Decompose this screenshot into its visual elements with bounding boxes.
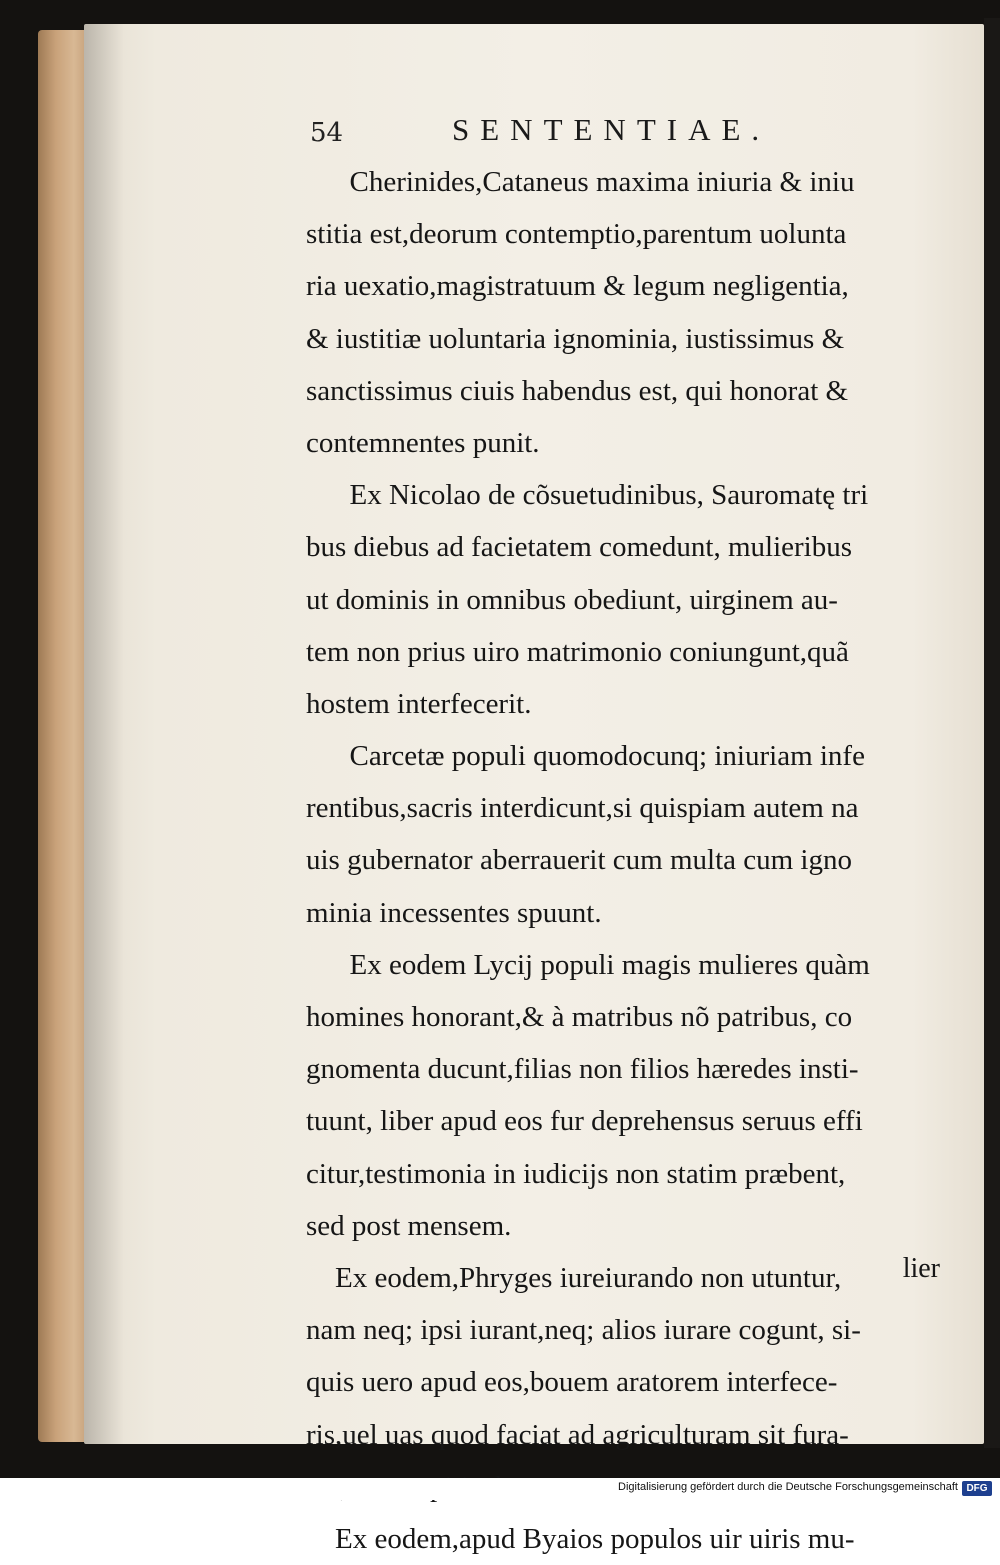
text-line: stitia est,deorum contemptio,parentum uolunta — [306, 218, 847, 251]
text-line: Carcetæ populi quomodocunq; iniuriam infe — [306, 740, 865, 773]
footer-credit: Digitalisierung gefördert durch die Deutsche Forschungsgemeinschaft — [618, 1481, 958, 1493]
text-line: quis uero apud eos,bouem aratorem interfece- — [306, 1366, 838, 1399]
running-title: SENTENTIAE. — [452, 112, 771, 147]
text-line: uis gubernator aberrauerit cum multa cum igno — [306, 844, 852, 877]
page-number: 54 — [310, 118, 344, 148]
scan-right-border — [984, 18, 1000, 1448]
text-line: rentibus,sacris interdicunt,si quispiam autem na — [306, 792, 859, 825]
text-line: sed post mensem. — [306, 1209, 512, 1242]
text-line: Ex Nicolao de cõsuetudinibus, Sauromatę tri — [306, 479, 869, 512]
text-line: ris,uel uas quod faciat ad agriculturam sit fura- — [306, 1418, 849, 1451]
text-line: homines honorant,& à matribus nõ patribus, co — [306, 1001, 853, 1033]
body-text — [306, 156, 942, 1565]
text-line: hostem interfecerit. — [306, 687, 532, 720]
text-line: gnomenta ducunt,filias non filios hæredes insti- — [306, 1053, 859, 1086]
gutter-shadow — [84, 24, 124, 1444]
text-line: & iustitiæ uoluntaria ignominia, iustissimus & — [306, 322, 845, 355]
text-line: nam neq; ipsi iurant,neq; alios iurare cogunt, si- — [306, 1314, 861, 1347]
footer-bar — [0, 1478, 1000, 1500]
text-line: bus diebus ad facietatem comedunt, mulieribus — [306, 531, 853, 564]
dfg-logo: DFG — [962, 1481, 992, 1496]
text-line: ut dominis in omnibus obediunt, uirginem au- — [306, 583, 838, 616]
text-line: Cherinides,Cataneus maxima iniuria & iniu — [306, 166, 855, 198]
text-line: sanctissimus ciuis habendus est, qui honorat & — [306, 374, 849, 407]
catchword: lier — [902, 1253, 940, 1284]
text-line: contemnentes punit. — [306, 426, 540, 459]
text-line: Ex eodem,apud Byaios populos uir uiris mu- — [306, 1522, 855, 1555]
page-header — [310, 112, 950, 152]
text-line: Ex eodem Lycij populi magis mulieres quàm — [306, 948, 870, 981]
text-line: tem non prius uiro matrimonio coniungunt,quã — [306, 635, 849, 668]
text-line: tuunt, liber apud eos fur deprehensus seruus effi — [306, 1105, 863, 1138]
text-line: citur,testimonia in iudicijs non statim præbent, — [306, 1157, 846, 1190]
text-line: Ex eodem,Phryges iureiurando non utuntur, — [306, 1261, 842, 1294]
text-line: minia incessentes spuunt. — [306, 896, 602, 929]
text-line: ria uexatio,magistratuum & legum negligentia, — [306, 270, 849, 303]
